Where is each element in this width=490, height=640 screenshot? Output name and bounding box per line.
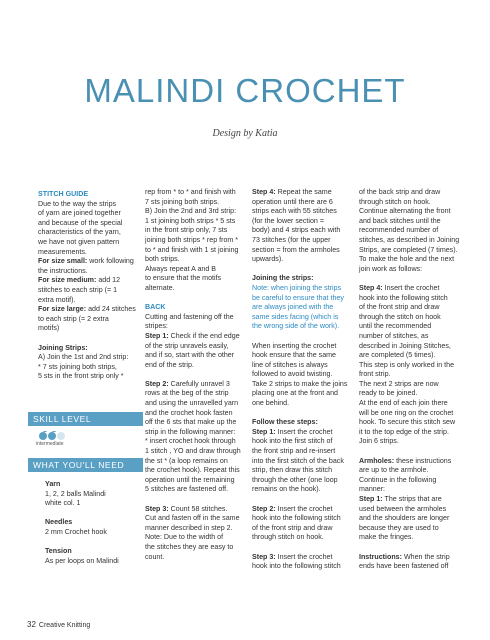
column-1: STITCH GUIDE Due to the way the strips of yarn are joined together and because of the special characteristics of the yarn, we have not given pattern measurements. For size small: work following the instructions. For size medium: add 12 stitches to each strip (= 1 extra motif). For size large: add 24 stitches to each strip (= 2 extra motifs) Joining Strips: A) Join the 1st and 2nd strip: * 7 sts joining both strips, 5 sts in the front strip only *	[38, 190, 138, 382]
joining-strips-heading: Joining Strips:	[38, 343, 88, 352]
join-step-3-continued: of the back strip and draw through stitch on hook. Continue alternating the front and back stitches until the recommended number of stitches, as described in Joining Strips, are completed (7 times). To make the hole and the next join work as follows:	[359, 188, 460, 273]
column-2: rep from * to * and finish with 7 sts joining both strips. B) Join the 2nd and 3rd strip: 1 st joining both strips * 5 sts in the front strip only, 7 sts joining both strips * rep from * to * and finish with 1 st joining both strips. Always repeat A and B to ensure that the motifs alternate. BACK Cutting and fastening off the stripes: Step 1: Check if the end edge of the strip unravels easily, and if so, start with the other end of the strip. Step 2: Carefully unravel 3 rows at the beg of the strip and using the unravelled yarn and the crochet hook fasten off the 6 sts that make up the strip in the following manner: * insert crochet hook through 1 stitch , YO and draw through the st * (a loop remains on the crochet hook). Repeat this operation until the remaining 5 stitches are fastened off. Step 3: Count 58 stitches. Cut and fasten off in the same manner described in step 2. Note: Due to the width of the stitches they are easy to count.	[145, 188, 245, 562]
size-small: For size small: work following	[38, 257, 134, 266]
needles-label: Needles	[45, 518, 73, 527]
joining-strips-text: A) Join the 1st and 2nd strip: * 7 sts joining both strips, 5 sts in the front strip only *	[38, 353, 129, 381]
join-step-1: Step 1: Insert the crochet	[252, 427, 333, 436]
page-footer	[27, 620, 90, 629]
back-step-1: Step 1: Check if the end edge	[145, 331, 240, 340]
page-title: MALINDI CROCHET	[84, 72, 406, 109]
skill-level-box	[33, 412, 143, 447]
yarn-label: Yarn	[45, 480, 61, 488]
back-step-2: Step 2: Carefully unravel 3	[145, 379, 230, 388]
tension-label: Tension	[45, 547, 72, 556]
column-4: of the back strip and draw through stitch on hook. Continue alternating the front and back stitches until the recommended number of stitches, as described in Joining Strips, are completed (7 times). To make the hole and the next join work as follows: Step 4: Insert the crochet hook into the following stitch of the front strip and draw through the stitch on hook until the recommended number of stitches, as described in Joining Stitches, are completed (5 times). This step is only worked in the front strip. The next 2 strips are now ready to be joined. At the end of each join there will be one ring on the crochet hook. To secure this stitch sew it to the top edge of the strip. Join 6 strips. Armholes: these instructions are up to the armhole. Continue in the following manner: Step 1: The strips that are used between the armholes and the shoulders are longer because they are used to make the fringes. Instructions: When the strip ends have been fastened off	[359, 188, 467, 572]
size-large: For size large: add 24 stitches	[38, 305, 136, 314]
armhole-step-1: Step 1: The strips that are	[359, 495, 442, 503]
join-step-2: Step 2: Insert the crochet	[252, 504, 333, 513]
byline: Design by Katia	[212, 128, 278, 139]
back-heading: BACK	[145, 303, 166, 312]
follow-steps-heading: Follow these steps:	[252, 418, 318, 427]
join-step-3: Step 3: Insert the crochet	[252, 552, 333, 561]
what-you-need-box	[33, 458, 143, 472]
join-step-4: Step 4: Insert the crochet	[359, 283, 440, 292]
armholes-text: Armholes: these instructions	[359, 456, 452, 465]
instructions-text: Instructions: When the strip	[359, 552, 450, 561]
page-number: 32	[27, 620, 36, 629]
joining-continued: rep from * to * and finish with 7 sts joining both strips. B) Join the 2nd and 3rd strip: 1 st joining both strips * 5 sts in the front strip only, 7 sts joining both strips * rep from * to * and finish with 1 st joining both strips. Always repeat A and B to ensure that the motifs alternate.	[145, 188, 239, 292]
stitch-guide-heading: STITCH GUIDE	[38, 190, 89, 198]
skill-level-heading: SKILL LEVEL	[28, 412, 143, 426]
yarn-balls-icon	[38, 431, 66, 441]
back-step-3: Step 3: Count 58 stitches.	[145, 504, 228, 513]
size-medium: For size medium: add 12	[38, 276, 121, 285]
column-3: Step 4: Repeat the same operation until there are 6 strips each with 55 stitches (for the lower section = body) and 4 strips each with 73 stitches (for the upper section = from the armholes upwards). Joining the strips: Note: when joining the strips be careful to ensure that they are always joined with the same sides facing (which is the wrong side of the work). When inserting the crochet hook ensure that the same line of stitches is always followed to avoid twisting. Take 2 strips to make the joins placing one at the front and one behind. Follow these steps: Step 1: Insert the crochet hook into the first stitch of the front strip and re-insert into the first stitch of the back strip, then draw this stitch through the other (one loop remains on the hook). Step 2: Insert the crochet hook into the following stitch of the front strip and draw through stitch on hook. Step 3: Insert the crochet hook into the following stitch	[252, 188, 352, 572]
materials-list: Yarn 1, 2, 2 balls Malindi white col. 1 Needles 2 mm Crochet hook Tension As per loops on Malindi	[45, 480, 140, 566]
joining-note: Note: when joining the strips be careful to ensure that they are always joined with the same sides facing (which is the wrong side of the work).	[252, 283, 344, 331]
stitch-guide-text: Due to the way the strips of yarn are joined together and because of the special characteristics of the yarn, we have not given pattern measurements.	[38, 199, 123, 256]
joining-the-strips-heading: Joining the strips:	[252, 274, 314, 283]
what-you-need-heading: WHAT YOU'LL NEED	[28, 458, 143, 472]
back-step-4: Step 4: Repeat the same	[252, 188, 332, 196]
inserting-text: When inserting the crochet hook ensure that the same line of stitches is always followed to avoid twisting. Take 2 strips to make the joins placing one at the front and one behind.	[252, 341, 348, 408]
magazine-name: Creative Knitting	[38, 622, 91, 629]
skill-level-label: intermediate	[36, 441, 64, 447]
